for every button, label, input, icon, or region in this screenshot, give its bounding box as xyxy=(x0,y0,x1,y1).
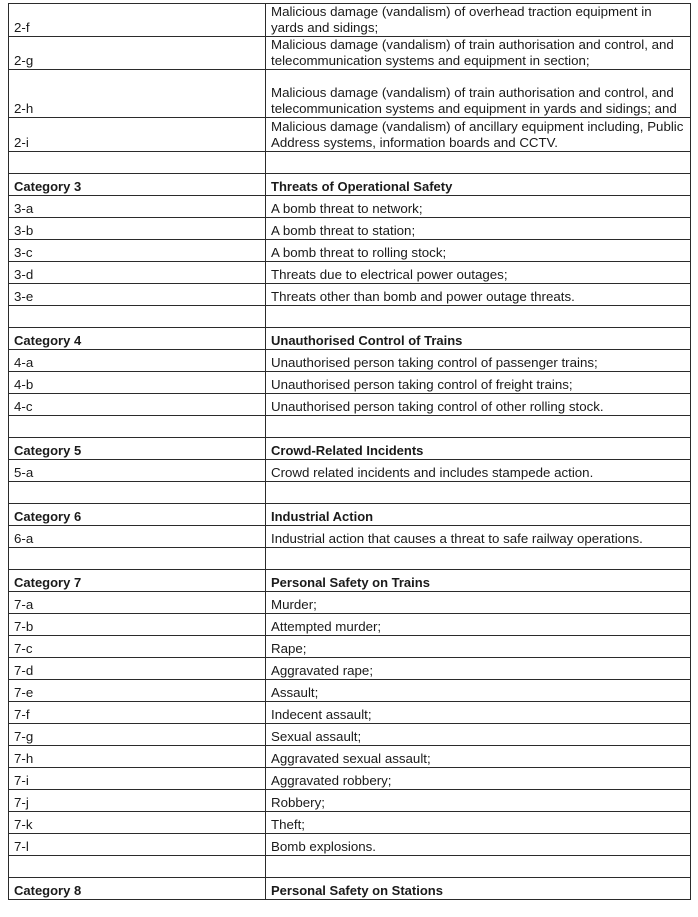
spacer-cell xyxy=(9,482,266,504)
category-row xyxy=(9,878,691,900)
item-description-cell: Threats due to electrical power outages; xyxy=(266,262,691,284)
table-row xyxy=(9,37,691,70)
spacer-row xyxy=(9,856,691,878)
item-description-cell: Unauthorised person taking control of other rolling stock. xyxy=(266,394,691,416)
table-row xyxy=(9,702,691,724)
table-row xyxy=(9,118,691,152)
table-row xyxy=(9,460,691,482)
category-title-cell: Threats of Operational Safety xyxy=(266,174,691,196)
item-code-cell: 6-a xyxy=(9,526,266,548)
item-code-cell: 3-d xyxy=(9,262,266,284)
item-code-cell: 7-d xyxy=(9,658,266,680)
table-row xyxy=(9,284,691,306)
table-row xyxy=(9,218,691,240)
table-row xyxy=(9,834,691,856)
item-description-cell: Threats other than bomb and power outage threats. xyxy=(266,284,691,306)
category-row xyxy=(9,174,691,196)
item-code-cell: 7-h xyxy=(9,746,266,768)
spacer-row xyxy=(9,306,691,328)
item-code-cell: 7-b xyxy=(9,614,266,636)
item-code-cell: 7-c xyxy=(9,636,266,658)
item-description-cell: Indecent assault; xyxy=(266,702,691,724)
item-description-cell: Malicious damage (vandalism) of ancillary equipment including, Public Address systems, information boards and CCTV. xyxy=(266,118,691,152)
item-code-cell: 7-a xyxy=(9,592,266,614)
category-row xyxy=(9,438,691,460)
table-row xyxy=(9,394,691,416)
table-row xyxy=(9,790,691,812)
spacer-cell xyxy=(266,482,691,504)
item-description-cell: Bomb explosions. xyxy=(266,834,691,856)
table-row xyxy=(9,526,691,548)
item-code-cell: 5-a xyxy=(9,460,266,482)
item-code-cell: 7-k xyxy=(9,812,266,834)
table-row xyxy=(9,240,691,262)
item-code-cell: 7-l xyxy=(9,834,266,856)
spacer-cell xyxy=(9,306,266,328)
item-code-cell: 2-h xyxy=(9,70,266,118)
table-row xyxy=(9,350,691,372)
table-row xyxy=(9,724,691,746)
table-row xyxy=(9,4,691,37)
spacer-cell xyxy=(266,548,691,570)
category-row xyxy=(9,504,691,526)
item-description-cell: Attempted murder; xyxy=(266,614,691,636)
item-description-cell: Aggravated rape; xyxy=(266,658,691,680)
spacer-row xyxy=(9,482,691,504)
table-row xyxy=(9,768,691,790)
item-description-cell: A bomb threat to network; xyxy=(266,196,691,218)
spacer-cell xyxy=(266,416,691,438)
category-title-cell: Personal Safety on Trains xyxy=(266,570,691,592)
table-row xyxy=(9,746,691,768)
category-title-cell: Unauthorised Control of Trains xyxy=(266,328,691,350)
spacer-row xyxy=(9,548,691,570)
item-description-cell: Assault; xyxy=(266,680,691,702)
item-code-cell: 2-f xyxy=(9,4,266,37)
table-row xyxy=(9,70,691,118)
table-body xyxy=(9,4,691,900)
spacer-row xyxy=(9,152,691,174)
table-row xyxy=(9,636,691,658)
item-description-cell: Malicious damage (vandalism) of train authorisation and control, and telecommunication systems and equipment in section; xyxy=(266,37,691,70)
item-description-cell: Malicious damage (vandalism) of overhead traction equipment in yards and sidings; xyxy=(266,4,691,37)
spacer-cell xyxy=(9,152,266,174)
item-code-cell: 2-g xyxy=(9,37,266,70)
item-description-cell: Unauthorised person taking control of freight trains; xyxy=(266,372,691,394)
spacer-cell xyxy=(266,152,691,174)
item-description-cell: Rape; xyxy=(266,636,691,658)
category-code-cell: Category 5 xyxy=(9,438,266,460)
item-code-cell: 7-g xyxy=(9,724,266,746)
category-code-cell: Category 3 xyxy=(9,174,266,196)
category-code-cell: Category 8 xyxy=(9,878,266,900)
item-description-cell: Aggravated sexual assault; xyxy=(266,746,691,768)
item-code-cell: 3-a xyxy=(9,196,266,218)
item-description-cell: Sexual assault; xyxy=(266,724,691,746)
table-row xyxy=(9,372,691,394)
table-row xyxy=(9,812,691,834)
item-code-cell: 3-b xyxy=(9,218,266,240)
table-row xyxy=(9,680,691,702)
spacer-cell xyxy=(9,548,266,570)
spacer-row xyxy=(9,416,691,438)
table-row xyxy=(9,614,691,636)
item-code-cell: 3-e xyxy=(9,284,266,306)
category-title-cell: Crowd-Related Incidents xyxy=(266,438,691,460)
spacer-cell xyxy=(266,306,691,328)
spacer-cell xyxy=(9,416,266,438)
item-description-cell: Theft; xyxy=(266,812,691,834)
category-code-cell: Category 6 xyxy=(9,504,266,526)
item-description-cell: Aggravated robbery; xyxy=(266,768,691,790)
table-row xyxy=(9,196,691,218)
incident-category-table xyxy=(8,3,691,900)
item-code-cell: 7-e xyxy=(9,680,266,702)
item-description-cell: Malicious damage (vandalism) of train authorisation and control, and telecommunication systems and equipment in yards and sidings; and xyxy=(266,70,691,118)
item-code-cell: 4-b xyxy=(9,372,266,394)
table-row xyxy=(9,592,691,614)
item-description-cell: Crowd related incidents and includes stampede action. xyxy=(266,460,691,482)
category-code-cell: Category 7 xyxy=(9,570,266,592)
item-description-cell: Unauthorised person taking control of passenger trains; xyxy=(266,350,691,372)
item-description-cell: Robbery; xyxy=(266,790,691,812)
table-row xyxy=(9,658,691,680)
item-description-cell: A bomb threat to rolling stock; xyxy=(266,240,691,262)
category-title-cell: Industrial Action xyxy=(266,504,691,526)
item-description-cell: Murder; xyxy=(266,592,691,614)
category-title-cell: Personal Safety on Stations xyxy=(266,878,691,900)
spacer-cell xyxy=(266,856,691,878)
category-row xyxy=(9,328,691,350)
item-code-cell: 7-f xyxy=(9,702,266,724)
item-code-cell: 3-c xyxy=(9,240,266,262)
spacer-cell xyxy=(9,856,266,878)
category-row xyxy=(9,570,691,592)
item-code-cell: 7-j xyxy=(9,790,266,812)
category-code-cell: Category 4 xyxy=(9,328,266,350)
table-row xyxy=(9,262,691,284)
item-code-cell: 7-i xyxy=(9,768,266,790)
item-description-cell: A bomb threat to station; xyxy=(266,218,691,240)
item-description-cell: Industrial action that causes a threat to safe railway operations. xyxy=(266,526,691,548)
item-code-cell: 2-i xyxy=(9,118,266,152)
item-code-cell: 4-a xyxy=(9,350,266,372)
item-code-cell: 4-c xyxy=(9,394,266,416)
